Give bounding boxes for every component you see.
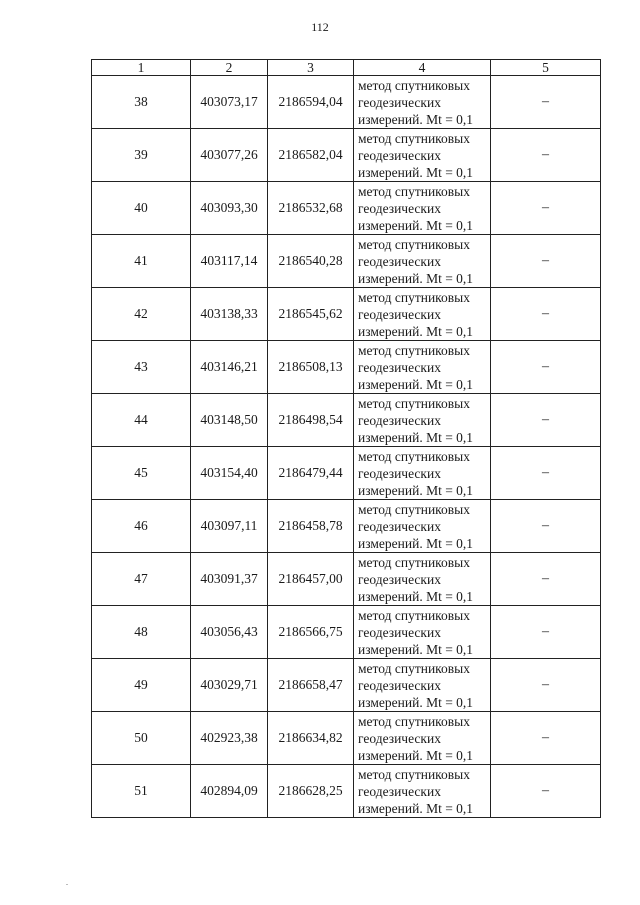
method-line-2: геодезических [358, 465, 441, 481]
method-cell [354, 606, 491, 659]
method-line-2: геодезических [358, 730, 441, 746]
x-coordinate-cell: 403146,21 [191, 341, 268, 394]
method-line-1: метод спутниковых [358, 236, 470, 252]
y-coordinate-cell: 2186594,04 [268, 76, 354, 129]
method-line-3: измерений. Mt = 0,1 [358, 270, 474, 286]
point-number-cell: 40 [92, 182, 191, 235]
scan-artifact [66, 884, 68, 885]
table-row [92, 129, 601, 182]
method-line-3: измерений. Mt = 0,1 [358, 217, 474, 233]
method-line-2: геодезических [358, 147, 441, 163]
y-coordinate-cell: 2186498,54 [268, 394, 354, 447]
method-line-3: измерений. Mt = 0,1 [358, 747, 474, 763]
table-row [92, 288, 601, 341]
column-header-4: 4 [354, 60, 491, 76]
y-coordinate-cell: 2186566,75 [268, 606, 354, 659]
note-cell: – [491, 76, 601, 129]
method-cell [354, 712, 491, 765]
y-coordinate-cell: 2186634,82 [268, 712, 354, 765]
point-number-cell: 49 [92, 659, 191, 712]
note-cell: – [491, 500, 601, 553]
y-coordinate-cell: 2186508,13 [268, 341, 354, 394]
table-row [92, 235, 601, 288]
method-line-1: метод спутниковых [358, 183, 470, 199]
column-header-5: 5 [491, 60, 601, 76]
method-line-3: измерений. Mt = 0,1 [358, 323, 474, 339]
method-cell [354, 447, 491, 500]
x-coordinate-cell: 403073,17 [191, 76, 268, 129]
x-coordinate-cell: 403093,30 [191, 182, 268, 235]
table-row [92, 341, 601, 394]
method-line-1: метод спутниковых [358, 289, 470, 305]
note-cell: – [491, 659, 601, 712]
point-number-cell: 42 [92, 288, 191, 341]
method-line-3: измерений. Mt = 0,1 [358, 482, 474, 498]
method-line-3: измерений. Mt = 0,1 [358, 164, 474, 180]
point-number-cell: 50 [92, 712, 191, 765]
method-line-3: измерений. Mt = 0,1 [358, 641, 474, 657]
table-row [92, 606, 601, 659]
column-header-1: 1 [92, 60, 191, 76]
column-header-2: 2 [191, 60, 268, 76]
method-cell [354, 553, 491, 606]
note-cell: – [491, 712, 601, 765]
method-line-2: геодезических [358, 783, 441, 799]
y-coordinate-cell: 2186458,78 [268, 500, 354, 553]
method-line-1: метод спутниковых [358, 766, 470, 782]
method-line-3: измерений. Mt = 0,1 [358, 588, 474, 604]
method-line-3: измерений. Mt = 0,1 [358, 376, 474, 392]
table-row [92, 765, 601, 818]
note-cell: – [491, 447, 601, 500]
x-coordinate-cell: 403056,43 [191, 606, 268, 659]
method-line-2: геодезических [358, 677, 441, 693]
method-cell [354, 341, 491, 394]
column-header-3: 3 [268, 60, 354, 76]
note-cell: – [491, 182, 601, 235]
method-cell [354, 76, 491, 129]
table-row [92, 553, 601, 606]
method-line-1: метод спутниковых [358, 607, 470, 623]
method-line-1: метод спутниковых [358, 448, 470, 464]
method-line-2: геодезических [358, 518, 441, 534]
method-line-2: геодезических [358, 94, 441, 110]
note-cell: – [491, 341, 601, 394]
note-cell: – [491, 235, 601, 288]
x-coordinate-cell: 403138,33 [191, 288, 268, 341]
x-coordinate-cell: 403091,37 [191, 553, 268, 606]
table-row [92, 447, 601, 500]
note-cell: – [491, 765, 601, 818]
y-coordinate-cell: 2186582,04 [268, 129, 354, 182]
method-cell [354, 765, 491, 818]
header-row [92, 60, 601, 76]
method-line-1: метод спутниковых [358, 554, 470, 570]
point-number-cell: 51 [92, 765, 191, 818]
point-number-cell: 44 [92, 394, 191, 447]
point-number-cell: 39 [92, 129, 191, 182]
method-line-2: геодезических [358, 306, 441, 322]
method-line-1: метод спутниковых [358, 660, 470, 676]
table-row [92, 76, 601, 129]
x-coordinate-cell: 403117,14 [191, 235, 268, 288]
method-cell [354, 659, 491, 712]
x-coordinate-cell: 403097,11 [191, 500, 268, 553]
method-line-3: измерений. Mt = 0,1 [358, 111, 474, 127]
table-row [92, 182, 601, 235]
method-line-2: геодезических [358, 359, 441, 375]
page-number: 112 [311, 20, 329, 34]
x-coordinate-cell: 403154,40 [191, 447, 268, 500]
point-number-cell: 46 [92, 500, 191, 553]
method-cell [354, 182, 491, 235]
y-coordinate-cell: 2186457,00 [268, 553, 354, 606]
method-line-1: метод спутниковых [358, 130, 470, 146]
method-cell [354, 500, 491, 553]
y-coordinate-cell: 2186479,44 [268, 447, 354, 500]
method-line-1: метод спутниковых [358, 713, 470, 729]
point-number-cell: 47 [92, 553, 191, 606]
method-cell [354, 288, 491, 341]
y-coordinate-cell: 2186532,68 [268, 182, 354, 235]
y-coordinate-cell: 2186658,47 [268, 659, 354, 712]
table-row [92, 500, 601, 553]
point-number-cell: 45 [92, 447, 191, 500]
table-body [92, 76, 601, 818]
method-cell [354, 235, 491, 288]
coordinates-table [91, 59, 601, 818]
method-line-2: геодезических [358, 412, 441, 428]
point-number-cell: 43 [92, 341, 191, 394]
method-line-3: измерений. Mt = 0,1 [358, 694, 474, 710]
method-line-1: метод спутниковых [358, 501, 470, 517]
y-coordinate-cell: 2186540,28 [268, 235, 354, 288]
table-header [92, 60, 601, 76]
y-coordinate-cell: 2186545,62 [268, 288, 354, 341]
x-coordinate-cell: 403029,71 [191, 659, 268, 712]
note-cell: – [491, 129, 601, 182]
table-row [92, 394, 601, 447]
method-line-2: геодезических [358, 253, 441, 269]
method-line-3: измерений. Mt = 0,1 [358, 429, 474, 445]
table-row [92, 712, 601, 765]
method-cell [354, 129, 491, 182]
point-number-cell: 41 [92, 235, 191, 288]
point-number-cell: 38 [92, 76, 191, 129]
table-row [92, 659, 601, 712]
y-coordinate-cell: 2186628,25 [268, 765, 354, 818]
x-coordinate-cell: 403077,26 [191, 129, 268, 182]
method-line-2: геодезических [358, 571, 441, 587]
x-coordinate-cell: 402923,38 [191, 712, 268, 765]
point-number-cell: 48 [92, 606, 191, 659]
method-cell [354, 394, 491, 447]
method-line-2: геодезических [358, 624, 441, 640]
note-cell: – [491, 606, 601, 659]
method-line-1: метод спутниковых [358, 342, 470, 358]
method-line-1: метод спутниковых [358, 77, 470, 93]
method-line-3: измерений. Mt = 0,1 [358, 535, 474, 551]
note-cell: – [491, 394, 601, 447]
method-line-2: геодезических [358, 200, 441, 216]
note-cell: – [491, 553, 601, 606]
method-line-1: метод спутниковых [358, 395, 470, 411]
method-line-3: измерений. Mt = 0,1 [358, 800, 474, 816]
x-coordinate-cell: 403148,50 [191, 394, 268, 447]
note-cell: – [491, 288, 601, 341]
x-coordinate-cell: 402894,09 [191, 765, 268, 818]
